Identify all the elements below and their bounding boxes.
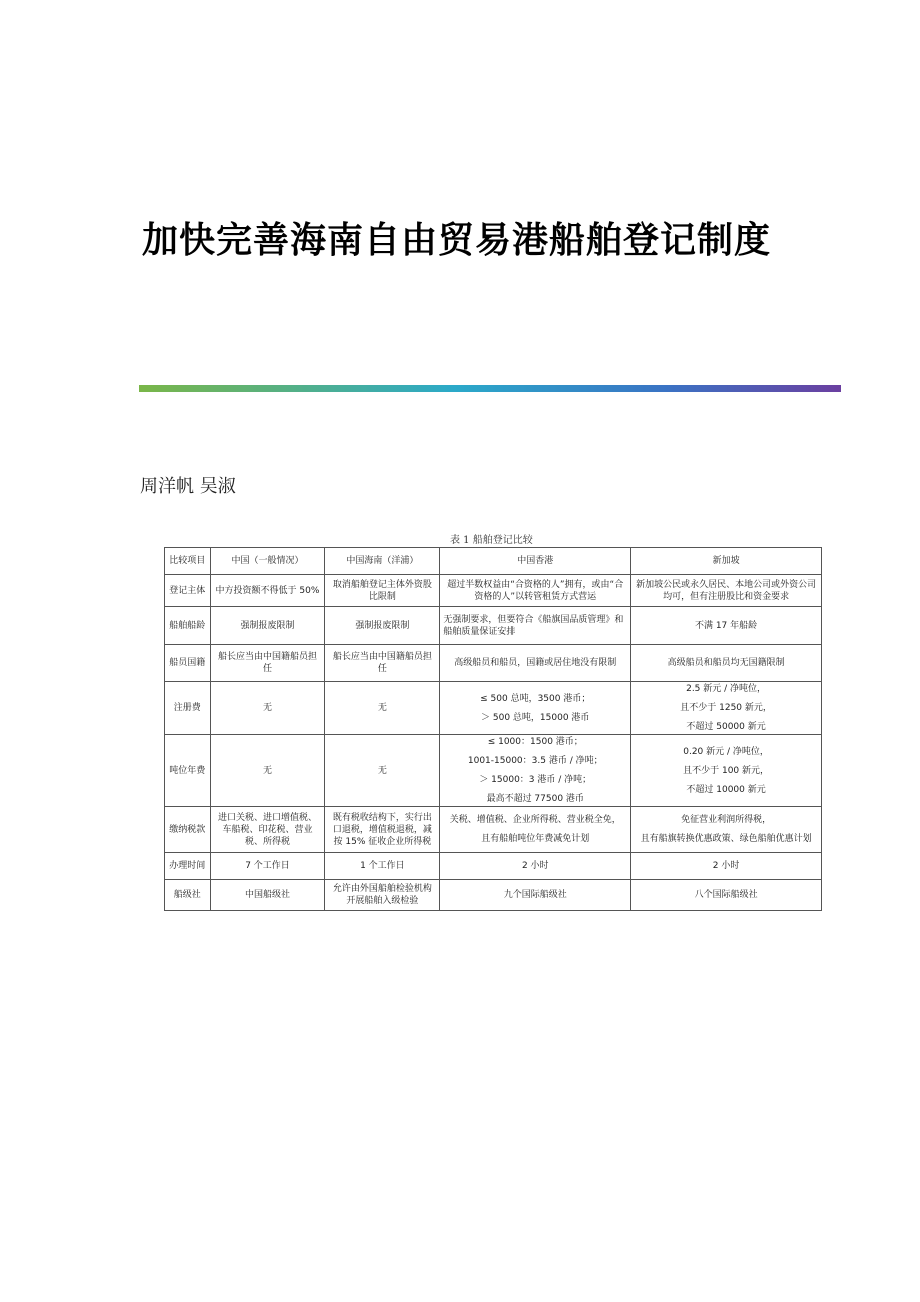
cell-singapore: 新加坡公民或永久居民、本地公司或外资公司均可，但有注册股比和资金要求 [631,575,822,607]
table-row [165,735,822,807]
cell-line: 免征营业利润所得税， [681,815,772,825]
cell-hongkong: 2 小时 [440,853,631,880]
cell-singapore: 2 小时 [631,853,822,880]
cell-singapore [631,735,822,807]
cell-line: ＞ 500 总吨，15000 港币 [481,712,590,723]
cell-hongkong [440,682,631,735]
row-label: 船舶船龄 [165,607,211,645]
table-row [165,607,822,645]
cell-hongkong: 九个国际船级社 [440,880,631,911]
table-row [165,645,822,682]
cell-line: 且有船舶吨位年费减免计划 [481,834,590,844]
table-row [165,807,822,853]
comparison-table [164,547,822,911]
cell-singapore [631,682,822,735]
cell-china: 中国船级社 [210,880,325,911]
author-line: 周洋帆 吴淑 [140,476,236,497]
cell-hongkong: 超过半数权益由“合资格的人”拥有，或由“合资格的人”以转管租赁方式营运 [440,575,631,607]
row-label: 办理时间 [165,853,211,880]
cell-line: 且不少于 100 新元， [683,765,770,776]
header-china: 中国（一般情况） [210,548,325,575]
cell-singapore: 八个国际船级社 [631,880,822,911]
table-row [165,575,822,607]
cell-line: 最高不超过 77500 港币 [486,794,584,804]
cell-line: ≤ 500 总吨，3500 港币； [480,693,591,704]
cell-hainan: 无 [325,682,440,735]
cell-line: 1001-15000：3.5 港币 / 净吨； [467,756,603,766]
row-label: 船级社 [165,880,211,911]
cell-line: 不超过 10000 新元 [686,784,766,795]
cell-line: 关税、增值税、企业所得税、营业税全免， [449,815,621,825]
row-label: 船员国籍 [165,645,211,682]
cell-hongkong: 高级船员和船员，国籍或居住地没有限制 [440,645,631,682]
cell-china: 船长应当由中国籍船员担任 [210,645,325,682]
header-hongkong: 中国香港 [440,548,631,575]
cell-china: 中方投资额不得低于 50% [210,575,325,607]
cell-singapore: 不满 17 年船龄 [631,607,822,645]
cell-hongkong: 无强制要求，但要符合《船旗国品质管理》和船舶质量保证安排 [440,607,631,645]
cell-singapore: 高级船员和船员均无国籍限制 [631,645,822,682]
table-row [165,682,822,735]
cell-line: 且不少于 1250 新元， [680,703,772,713]
cell-line: 0.20 新元 / 净吨位， [683,746,769,757]
title-divider [139,385,841,392]
cell-china: 无 [210,735,325,807]
cell-hainan: 无 [325,735,440,807]
table-caption: 表 1 船舶登记比较 [450,535,533,546]
cell-line: 不超过 50000 新元 [686,722,766,732]
cell-line: ≤ 1000：1500 港币； [487,737,583,747]
document-title: 加快完善海南自由贸易港船舶登记制度 [142,219,772,261]
table-row [165,853,822,880]
table-header-row [165,548,822,575]
cell-china: 强制报废限制 [210,607,325,645]
cell-hainan: 既有税收结构下，实行出口退税，增值税退税，减按 15% 征收企业所得税 [325,807,440,853]
table-row [165,880,822,911]
cell-china: 无 [210,682,325,735]
row-label: 注册费 [165,682,211,735]
cell-line: ＞ 15000：3 港币 / 净吨； [479,775,592,785]
cell-china: 7 个工作日 [210,853,325,880]
cell-hainan: 1 个工作日 [325,853,440,880]
cell-hainan: 允许由外国船舶检验机构开展船舶入级检验 [325,880,440,911]
header-hainan: 中国海南（洋浦） [325,548,440,575]
cell-line: 2.5 新元 / 净吨位， [686,684,767,694]
cell-hongkong [440,735,631,807]
cell-china: 进口关税、进口增值税、车船税、印花税、营业税、所得税 [210,807,325,853]
header-item: 比较项目 [165,548,211,575]
cell-hainan: 船长应当由中国籍船员担任 [325,645,440,682]
header-singapore: 新加坡 [631,548,822,575]
cell-hainan: 强制报废限制 [325,607,440,645]
row-label: 登记主体 [165,575,211,607]
cell-singapore [631,807,822,853]
cell-hongkong [440,807,631,853]
row-label: 吨位年费 [165,735,211,807]
cell-line: 且有船旗转换优惠政策、绿色船舶优惠计划 [640,834,812,844]
row-label: 缴纳税款 [165,807,211,853]
cell-hainan: 取消船舶登记主体外资股比限制 [325,575,440,607]
